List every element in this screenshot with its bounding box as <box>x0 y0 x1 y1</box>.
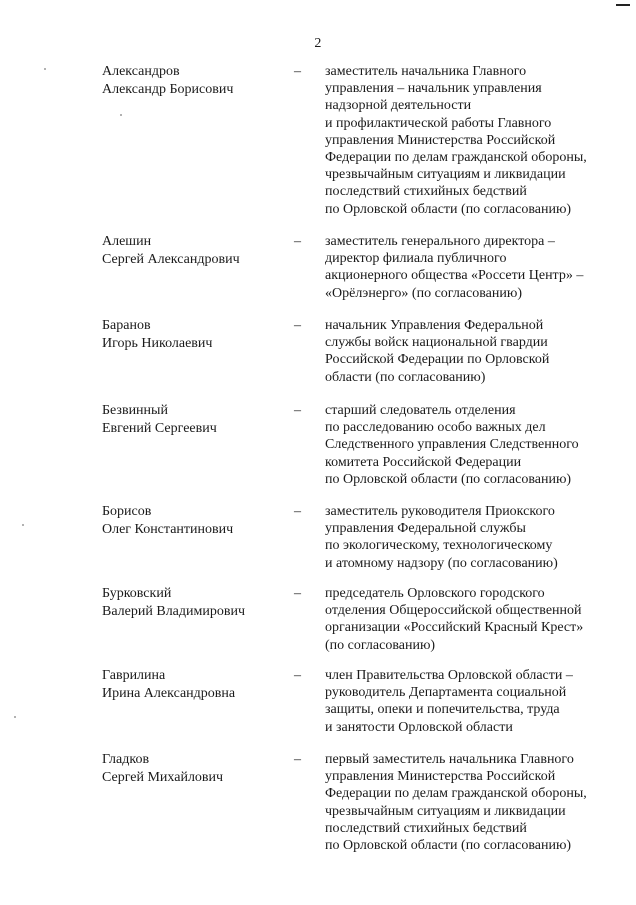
position-line: старший следователь отделения <box>325 403 516 418</box>
position-line: по расследованию особо важных дел <box>325 420 546 436</box>
position-line: чрезвычайным ситуациям и ликвидации <box>325 803 566 819</box>
member-surname: Бурковский <box>102 586 172 601</box>
scan-corner-mark <box>616 4 630 6</box>
member-given-names: Валерий Владимирович <box>102 603 246 619</box>
scan-speck <box>22 524 24 526</box>
separator-dash: – <box>294 64 301 79</box>
member-surname: Борисов <box>102 504 152 519</box>
member-surname: Алешин <box>102 234 152 249</box>
member-given-names: Александр Борисович <box>102 81 234 97</box>
scan-speck <box>14 716 16 718</box>
position-line: и занятости Орловской области <box>325 719 513 735</box>
member-given-names: Игорь Николаевич <box>102 335 213 351</box>
member-surname: Безвинный <box>102 403 168 418</box>
position-line: председатель Орловского городского <box>325 586 545 601</box>
member-surname: Гаврилина <box>102 668 166 683</box>
separator-dash: – <box>294 586 301 601</box>
position-line: по Орловской области (по согласованию) <box>325 838 572 854</box>
member-surname: Баранов <box>102 318 151 333</box>
position-line: по Орловской области (по согласованию) <box>325 201 572 217</box>
position-line: начальник Управления Федеральной <box>325 318 544 333</box>
position-line: и профилактической работы Главного <box>325 115 552 131</box>
position-line: директор филиала публичного <box>325 251 507 267</box>
separator-dash: – <box>294 504 301 519</box>
member-name <box>102 402 292 437</box>
member-position <box>325 503 625 572</box>
member-given-names: Сергей Михайлович <box>102 769 224 785</box>
separator-dash: – <box>294 318 301 333</box>
scan-speck <box>120 114 122 116</box>
position-line: по экологическому, технологическому <box>325 538 553 554</box>
position-line: последствий стихийных бедствий <box>325 184 527 200</box>
position-line: руководитель Департамента социальной <box>325 685 567 701</box>
position-line: управления – начальник управления <box>325 81 542 97</box>
member-position <box>325 63 625 218</box>
member-name <box>102 667 292 702</box>
position-line: отделения Общероссийской общественной <box>325 603 582 619</box>
position-line: организации «Российский Красный Крест» <box>325 620 584 636</box>
member-position <box>325 317 625 386</box>
position-line: Следственного управления Следственного <box>325 437 579 453</box>
position-line: заместитель руководителя Приокского <box>325 504 555 519</box>
separator-dash: – <box>294 234 301 249</box>
position-line: акционерного общества «Россети Центр» – <box>325 268 584 284</box>
member-name <box>102 751 292 786</box>
position-line: по Орловской области (по согласованию) <box>325 471 572 487</box>
position-line: первый заместитель начальника Главного <box>325 752 574 767</box>
member-name <box>102 585 292 620</box>
position-line: (по согласованию) <box>325 637 436 653</box>
position-line: член Правительства Орловской области – <box>325 668 573 683</box>
position-line: последствий стихийных бедствий <box>325 820 527 836</box>
position-line: Российской Федерации по Орловской <box>325 352 550 368</box>
position-line: заместитель генерального директора – <box>325 234 555 249</box>
position-line: управления Федеральной службы <box>325 521 526 537</box>
member-surname: Александров <box>102 64 180 79</box>
separator-dash: – <box>294 403 301 418</box>
position-line: чрезвычайным ситуациям и ликвидации <box>325 167 566 183</box>
member-name <box>102 317 292 352</box>
member-surname: Гладков <box>102 752 150 767</box>
position-line: заместитель начальника Главного <box>325 64 527 79</box>
member-position <box>325 402 625 488</box>
position-line: управления Министерства Российской <box>325 769 556 785</box>
position-line: и атомному надзору (по согласованию) <box>325 555 558 571</box>
member-given-names: Сергей Александрович <box>102 251 240 267</box>
position-line: комитета Российской Федерации <box>325 454 522 470</box>
member-position <box>325 667 625 736</box>
separator-dash: – <box>294 668 301 683</box>
member-name <box>102 503 292 538</box>
member-position <box>325 233 625 302</box>
member-name <box>102 233 292 268</box>
member-position <box>325 585 625 654</box>
position-line: области (по согласованию) <box>325 369 486 385</box>
position-line: управления Министерства Российской <box>325 132 556 148</box>
member-given-names: Евгений Сергеевич <box>102 420 217 436</box>
page-number: 2 <box>314 36 322 51</box>
position-line: «Орёлэнерго» (по согласованию) <box>325 285 522 301</box>
position-line: Федерации по делам гражданской обороны, <box>325 786 587 802</box>
member-name <box>102 63 292 98</box>
scan-speck <box>44 68 46 70</box>
member-position <box>325 751 625 854</box>
position-line: защиты, опеки и попечительства, труда <box>325 702 560 718</box>
position-line: Федерации по делам гражданской обороны, <box>325 150 587 166</box>
separator-dash: – <box>294 752 301 767</box>
member-given-names: Олег Константинович <box>102 521 234 537</box>
member-given-names: Ирина Александровна <box>102 685 236 701</box>
position-line: службы войск национальной гвардии <box>325 335 548 351</box>
position-line: надзорной деятельности <box>325 98 472 114</box>
